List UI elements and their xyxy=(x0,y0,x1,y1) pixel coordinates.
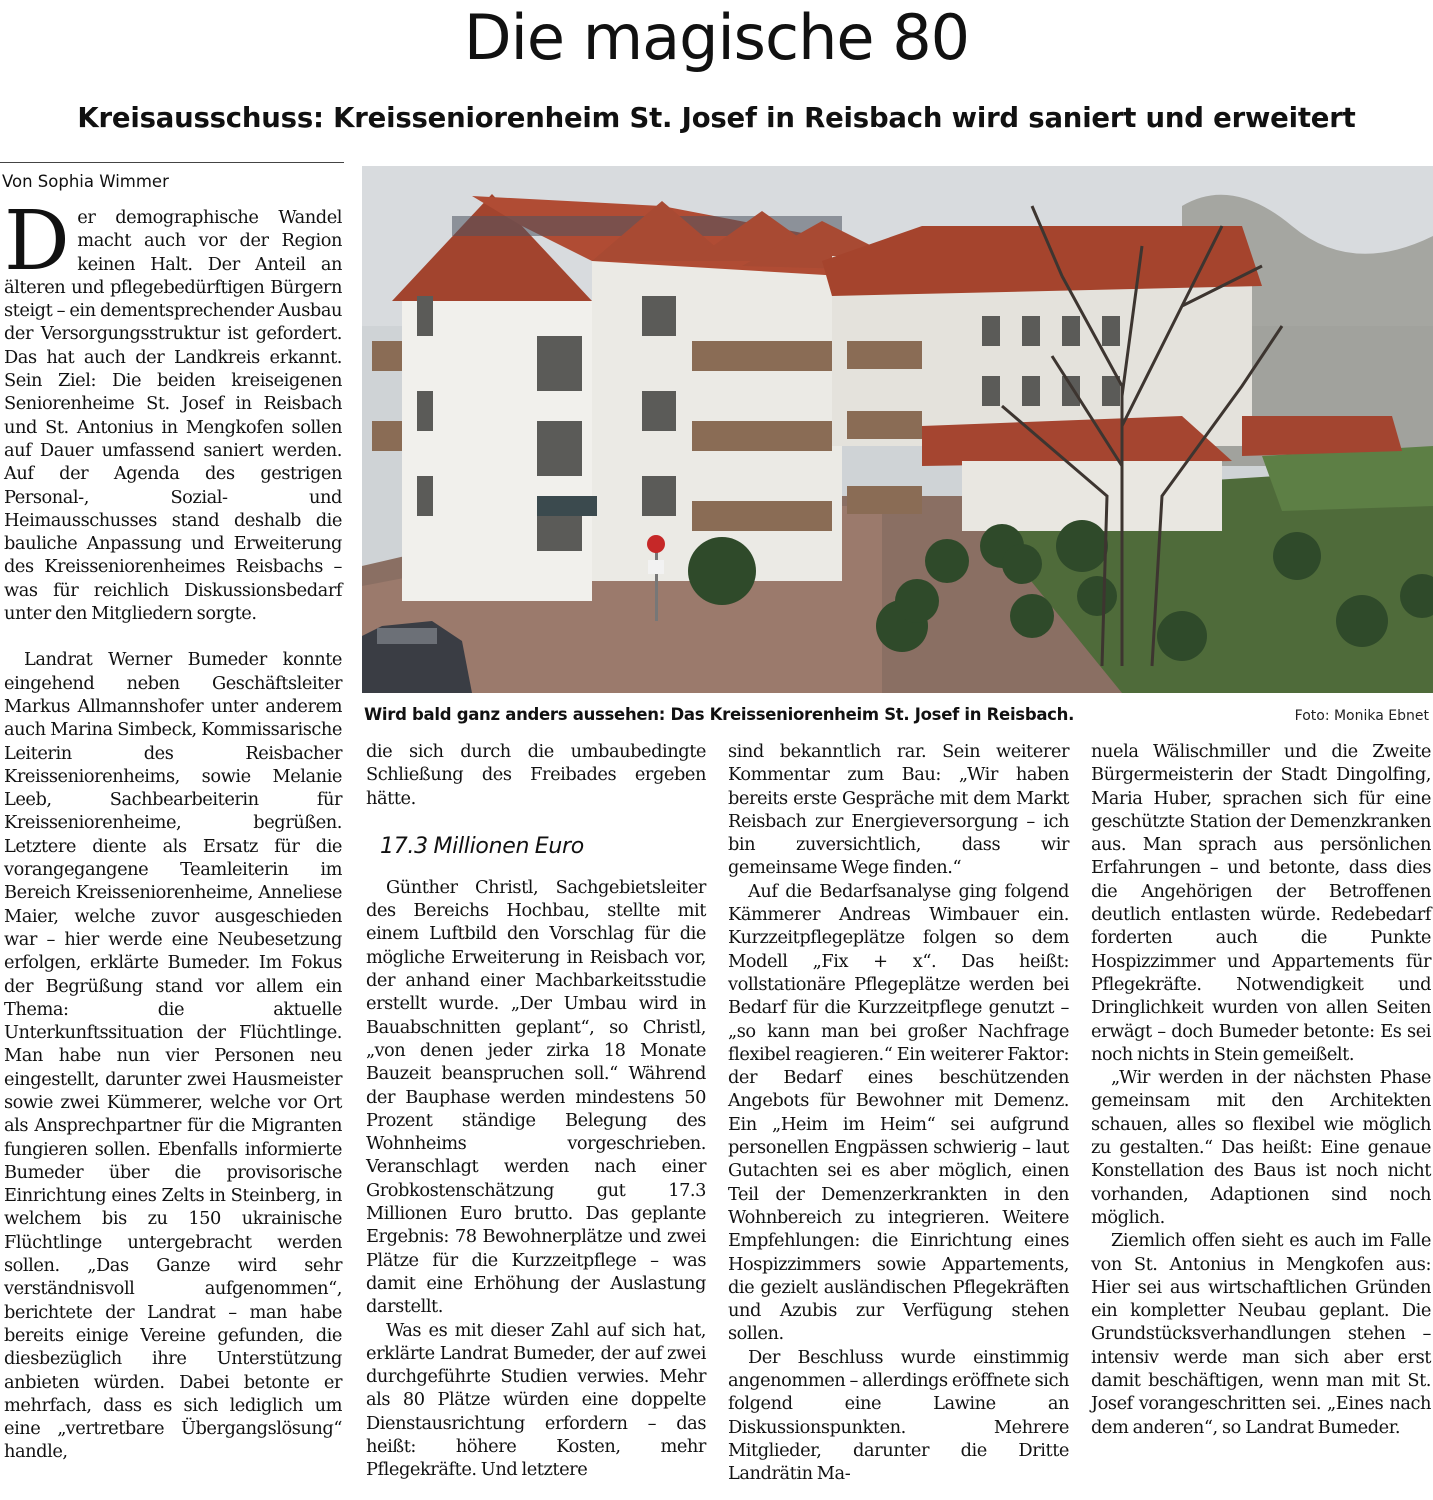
article-column-3 xyxy=(728,740,1069,1486)
paragraph: „Wir werden in der nächsten Phase gemeinsam mit den Architekten schauen, alles so flexibel wie möglich zu gestalten.“ Das heißt: Eine genaue Konstellation des Baus ist noch nicht vorhanden, Adaptionen sind noch möglich. xyxy=(1091,1067,1431,1228)
photo-credit: Foto: Monika Ebnet xyxy=(1294,708,1429,724)
paragraph: nuela Wälischmiller und die Zweite Bürgermeisterin der Stadt Dingolfing, Maria Huber, sprachen sich für eine geschützte Station der Demenzkranken aus. Man sprach aus persönlichen Erfahrungen – und betonte, dass dies die Angehörigen der Betroffenen deutlich entlasten würde. Redebedarf forderten auch die Punkte Hospizzimmer und Appartements für Pflegekräfte. Notwendigkeit und Dringlichkeit wurden von allen Seiten erwägt – doch Bumeder betonte: Es sei noch nichts in Stein gemeißelt. xyxy=(1091,741,1431,1065)
section-heading: 17.3 Millionen Euro xyxy=(380,833,584,859)
drop-cap: D xyxy=(4,194,70,289)
article-column-2 xyxy=(366,740,706,1482)
article-column-4 xyxy=(1091,740,1431,1439)
byline-rule xyxy=(0,162,344,163)
building-photo xyxy=(362,166,1433,693)
paragraph: Landrat Werner Bumeder konnte eingehend neben Geschäftsleiter Markus Allmannshofer unter anderem auch Marina Simbeck, Kommissarische Leiterin des Reisbacher Kreisseniorenheims, sowie Melanie Leeb, Sachbearbeiterin für Kreisseniorenheime, begrüßen. Letztere diente als Ersatz für die vorangegangene Teamleiterin im Bereich Kreisseniorenheime, Anneliese Maier, welche zuvor ausgeschieden war – hier werde eine Neubesetzung erfolgen, erklärte Bumeder. Im Fokus der Begrüßung stand vor allem ein Thema: die aktuelle Unterkunftssituation der Flüchtlinge. Man habe nun vier Personen neu eingestellt, darunter zwei Hausmeister sowie zwei Kümmerer, welche vor Ort als Ansprechpartner für die Migranten fungieren sollen. Ebenfalls informierte Bumeder über die provisorische Einrichtung eines Zelts in Steinberg, in welchem bis zu 150 ukrainische Flüchtlinge untergebracht werden sollen. „Das Ganze wird sehr verständnisvoll aufgenommen“, berichtete der Landrat – man habe bereits einige Vereine gefunden, die diesbezüglich ihre Unterstützung anbieten würden. Dabei betonte er mehrfach, dass es sich lediglich um eine „vertretbare Übergangslösung“ handle, xyxy=(4,649,342,1463)
subheadline: Kreisausschuss: Kreisseniorenheim St. Josef in Reisbach wird saniert und erweitert xyxy=(77,102,1356,134)
paragraph: Auf die Bedarfsanalyse ging folgend Kämmerer Andreas Wimbauer ein. Kurzzeitpflegeplätze folgen so dem Modell „Fix + x“. Das heißt: vollstationäre Pflegeplätze werden bei Bedarf für die Kurzzeitpflege genutzt – „so kann man bei großer Nachfrage flexibel reagieren.“ Ein weiterer Faktor: der Bedarf eines beschützenden Angebots für Bewohner mit Demenz. Ein „Heim im Heim“ sei aufgrund personellen Engpässen schwierig – laut Gutachten sei es aber möglich, einen Teil der Demenzerkrankten in den Wohnbereich zu integrieren. Weitere Empfehlungen: die Einrichtung eines Hospizzimmers sowie Appartements, die gezielt ausländischen Pflegekräften und Azubis zur Verfügung stehen sollen. xyxy=(728,880,1069,1345)
photo-caption: Wird bald ganz anders aussehen: Das Kreisseniorenheim St. Josef in Reisbach. xyxy=(364,705,1075,724)
paragraph: Günther Christl, Sachgebietsleiter des Bereichs Hochbau, stellte mit einem Luftbild den Vorschlag für die mögliche Erweiterung in Reisbach vor, der anhand einer Machbarkeitsstudie erstellt wurde. „Der Umbau wird in Bauabschnitten geplant“, so Christl, „von denen jeder zirka 18 Monate Bauzeit beanspruchen soll.“ Während der Bauphase werden mindestens 50 Prozent ständige Belegung des Wohnheims vorgeschrieben. Veranschlagt werden nach einer Grobkostenschätzung gut 17.3 Millionen Euro brutto. Das geplante Ergebnis: 78 Bewohnerplätze und zwei Plätze für die Kurzzeitpflege – was damit eine Erhöhung der Auslastung darstellt. xyxy=(366,876,706,1318)
intro-paragraph: Der demographische Wandel macht auch vor der Region keinen Halt. Der Anteil an älteren und pflegebedürftigen Bürgern steigt – ein dementsprechender Ausbau der Versorgungsstruktur ist gefordert. Das hat auch der Landkreis erkannt. Sein Ziel: Die beiden kreiseigenen Seniorenheime St. Josef in Reisbach und St. Antonius in Mengkofen sollen auf Dauer umfassend saniert werden. Auf der Agenda des gestrigen Personal-, Sozial- und Heimausschusses stand deshalb die bauliche Anpassung und Erweiterung des Kreisseniorenheimes Reisbachs – was für reichlich Diskussionsbedarf unter den Mitgliedern sorgte. xyxy=(4,194,342,625)
paragraph: die sich durch die umbaubedingte Schließung des Freibades ergeben hätte. xyxy=(366,741,706,809)
paragraph: sind bekanntlich rar. Sein weiterer Kommentar zum Bau: „Wir haben bereits erste Gespräche mit dem Markt Reisbach zur Energieversorgung – ich bin zuversichtlich, dass wir gemeinsame Wege finden.“ xyxy=(728,741,1069,879)
paragraph: Ziemlich offen sieht es auch im Falle von St. Antonius in Mengkofen aus: Hier sei aus wirtschaftlichen Gründen ein kompletter Neubau geplant. Die Grundstücksverhandlungen stehen – intensiv werde man sich aber erst damit beschäftigen, wenn man mit St. Josef vorangeschritten sei. „Eines nach dem anderen“, so Landrat Bumeder. xyxy=(1091,1230,1431,1438)
byline: Von Sophia Wimmer xyxy=(2,172,169,191)
article-column-1 xyxy=(4,194,342,1464)
paragraph: Was es mit dieser Zahl auf sich hat, erklärte Landrat Bumeder, der auf zwei durchgeführte Studien verwies. Mehr als 80 Plätze würden eine doppelte Dienstausrichtung erfordern – das heißt: höhere Kosten, mehr Pflegekräfte. Und letztere xyxy=(366,1319,706,1481)
headline: Die magische 80 xyxy=(463,1,970,74)
paragraph: Der Beschluss wurde einstimmig angenommen – allerdings eröffnete sich folgend eine Lawine an Diskussionspunkten. Mehrere Mitglieder, darunter die Dritte Landrätin Ma- xyxy=(728,1346,1069,1485)
